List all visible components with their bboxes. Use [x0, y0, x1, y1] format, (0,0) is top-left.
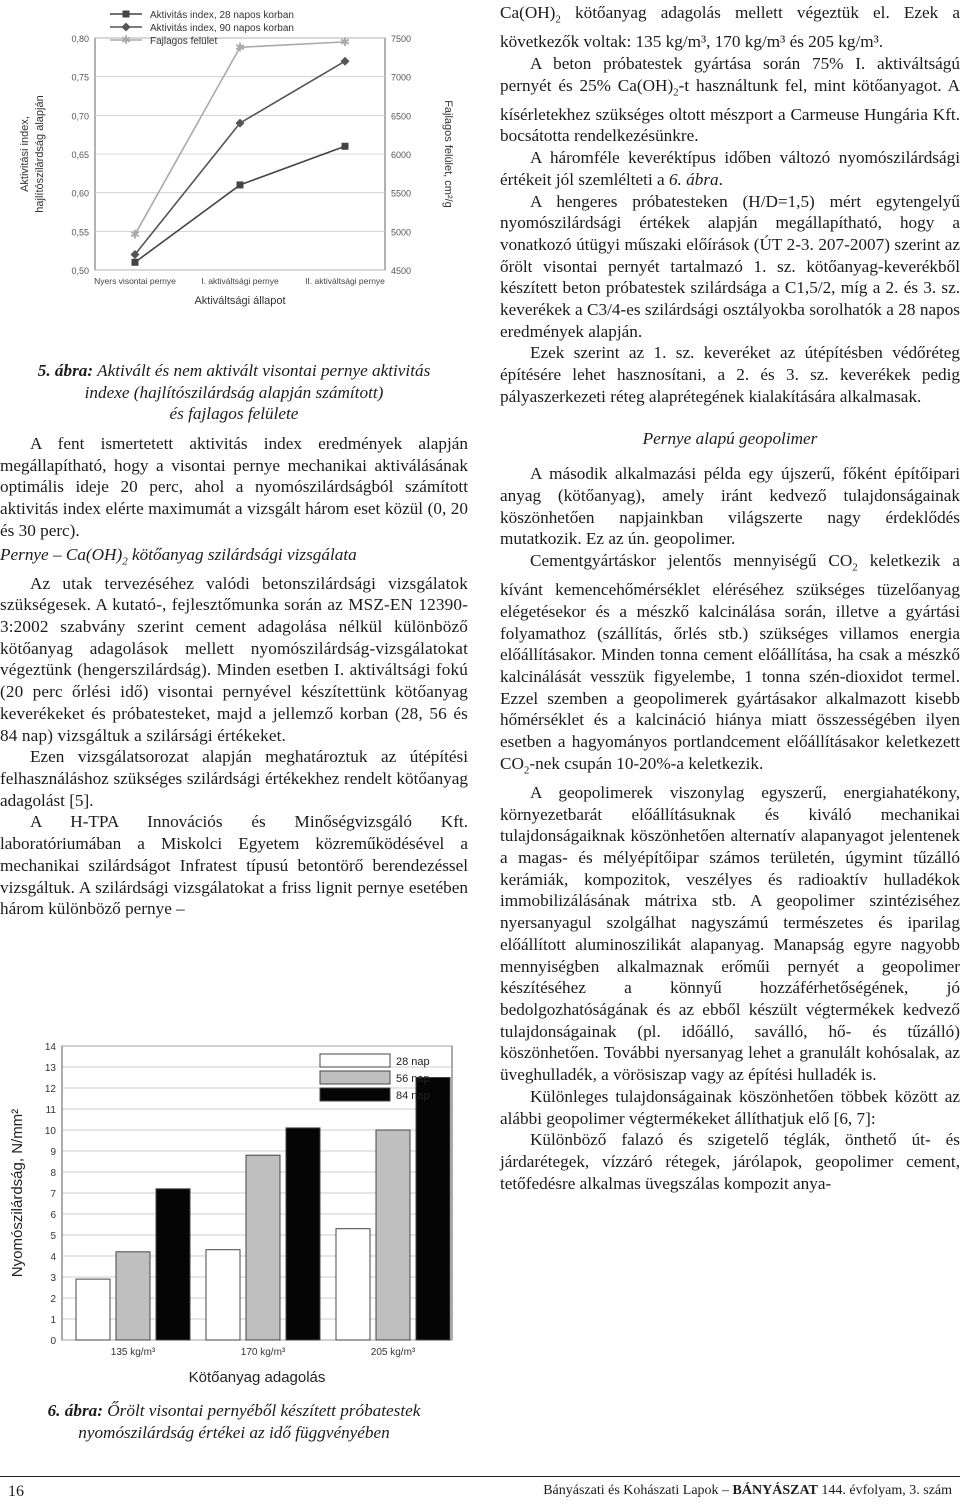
x-tick-label: I. aktiváltsági pernye	[201, 276, 279, 286]
y-axis-label: Nyomószilárdság, N/mm²	[9, 1108, 26, 1278]
y-tick-label: 0	[50, 1336, 56, 1347]
y-tick-label: 8	[50, 1168, 56, 1179]
y-tick-label: 2	[50, 1294, 56, 1305]
right-paragraph-8: A geopolimerek viszonylag egyszerű, energiahatékony, környezetbarát előállításuknak és kiváló mechanikai tulajdonságaiknak köszönhetően alternatív alapanyagot jelentenek a magas- és mélyépítőipar számos területén, úgymint tűzálló kerámiák, kompozitok, veszélyes és radioaktív hulladékok immobilizálásának mátrixa stb. A geopolimer szintéziséhez nyersanyagul szolgálhat nagyszámú természetes és iparilag előállított aluminoszilikát alapanyag. Manapság egyre nagyobb mennyiségben alkalmaznak erőműi pernyét a geopolimer készítéséhez a könnyű hozzáférhetőségének, jó bedolgozhatóságának és az ebből készült végtermékek kedvező tulajdonságainak (pl. időálló, saválló, hő- és tűzálló) köszönhetően. További nyersanyag lehet a granulált kohósalak, az üveghulladék, a vörösiszap vagy az építési hulladék is.	[500, 782, 960, 1085]
y2-tick-label: 5500	[391, 188, 412, 199]
y-tick-label: 11	[45, 1105, 56, 1116]
page-number: 16	[8, 1483, 24, 1500]
right-paragraph-6: A második alkalmazási példa egy újszerű, főként építőipari anyag (kötőanyag), amely iránt kedvező tulajdonságainak köszönhetően napjainkban világszerte nagy érdeklődés mutatkozik. Ez az ún. geopolimer.	[500, 464, 960, 549]
y2-tick-label: 6000	[391, 150, 412, 160]
left-paragraph-1: A fent ismertetett aktivitás index eredmények alapján megállapítható, hogy a visontai pernye mechanikai aktiválásának optimális ideje 20 perc, ahol a nyomószilárdságból számított aktivitás index elérte maximumát a vizsgált három eset közül (0, 20 és 30 perc).	[0, 434, 468, 540]
y2-axis-label: Fajlagos felület, cm²/g	[442, 100, 454, 208]
bar	[246, 1155, 280, 1340]
data-point: ✱	[129, 227, 141, 242]
right-paragraph-10: Különböző falazó és szigetelő téglák, önthető út- és járdarétegek, vízzáró rétegek, járólapok, geopolimer cement, tetőfedésre alkalmas üvegszálas kompozit anya-	[500, 1130, 960, 1193]
bar	[156, 1189, 190, 1340]
y-tick-label: 5	[50, 1231, 56, 1242]
y-tick-label: 4	[50, 1252, 56, 1263]
bar	[206, 1250, 240, 1340]
y-axis-label-line1: Aktivitási index,	[19, 116, 31, 192]
subhead-part-b: kötőanyag szilárdsági vizsgálata	[127, 544, 357, 564]
right-paragraph-9: Különleges tulajdonságainak köszönhetően többek között az alábbi geopolimer végtermékeket állíthatjuk elő [6, 7]:	[500, 1086, 960, 1128]
legend-swatch	[320, 1088, 390, 1101]
figure-5-caption	[0, 360, 468, 425]
figure-6-chart	[0, 1034, 468, 1394]
data-point: ✱	[339, 34, 351, 49]
journal-a: Bányászati és Kohászati Lapok –	[543, 1483, 733, 1498]
left-paragraph-4: A H-TPA Innovációs és Minőségvizsgáló Kft. laboratóriumában a Miskolci Egyetem közreműködésével a mechanikai szilárdságot Infratest típusú betontörő berendezéssel vizsgáltuk. A szilárdsági vizsgálatokat a friss lignit pernye esetében három különböző pernye –	[0, 812, 468, 919]
y-tick-label: 12	[44, 1084, 56, 1095]
x-tick-label: 135 kg/m³	[110, 1347, 156, 1358]
left-paragraph-2: Az utak tervezéséhez valódi betonszilárdsági vizsgálatok szükségesek. A kutató-, fejlesztőmunka során az MSZ-EN 12390-3:2002 szabvány szerint cement adagolása nélkül különböző kötőanyag adagolások mellett nyomószilárdság-vizsgálatokat végeztünk (hengerszilárdság). Minden esetben I. aktiváltsági fokú (20 perc őrlési idő) visontai pernyével készítettünk kötőanyag keverékeket és próbatesteket, majd a jellemző korban (28, 56 és 84 nap) vizsgáltuk a szilársági értékeket.	[0, 573, 468, 745]
r7-b: keletkezik a kívánt kemencehőmérséklet eléréséhez szükséges tüzelőanyag elégetésekor és a mészkő kalcinálása során, illetve a gyártási folyamathoz (szállítás, őrlés stb.) szükséges villamos energia előállításakor. Minden tonna cement előállítása, ha csak a mészkő kalcinálását vesszük figyelembe, 1 tonna szén-dioxidot termel. Ezzel szemben a geopolimerek gyártásakor alkalmazott kisebb hőmérséklet és a kalcináció hiánya miatt összességében ilyen esetben a hagyományos portlandcement előállításakor keletkezett CO	[500, 551, 960, 773]
x-tick-label: 205 kg/m³	[370, 1347, 416, 1358]
y-tick-label: 0,75	[71, 72, 89, 83]
r7-sub: 2	[852, 561, 858, 574]
y-tick-label: 6	[50, 1210, 56, 1221]
right-paragraph-4: A hengeres próbatesteken (H/D=1,5) mért egytengelyű nyomószilárdsági értékek alapján megállapítható, hogy a vonatkozó útügyi műszaki előírások (ÚT 2-3. 207-2007) szerint az őrölt visontai pernyét tartalmazó 1. sz. kötőanyag-keverékből készített beton próbatestek szilárdsága a C1,5/2, míg a 2. és 3. sz. keverékek a C3/4-es szilárdsági osztályokba sorolhatók a 28 napos eredmények alapján.	[500, 191, 960, 341]
legend-swatch	[320, 1054, 390, 1067]
y2-tick-label: 7000	[391, 72, 412, 83]
y-tick-label: 0,60	[71, 188, 89, 199]
legend-label: 28 nap	[396, 1056, 430, 1068]
fig6-caption-line1: Őrölt visontai pernyéből készített próbatestek	[102, 1401, 421, 1420]
fig5-caption-line1: Aktivált és nem aktivált visontai pernye aktivitás	[93, 361, 431, 380]
bar	[336, 1229, 370, 1340]
subhead-part-a: Pernye – Ca(OH)	[0, 544, 123, 564]
r7-a: Cementgyártáskor jelentős mennyiségű CO	[530, 551, 853, 571]
y-tick-label: 13	[44, 1063, 56, 1074]
fig5-caption-line3: és fajlagos felülete	[169, 404, 299, 424]
journal-c: 144. évfolyam, 3. szám	[817, 1483, 952, 1498]
r7-sub2: 2	[523, 764, 530, 777]
figure-5-chart	[0, 0, 468, 330]
y-tick-label: 14	[44, 1042, 56, 1053]
y-tick-label: 0,70	[71, 111, 89, 122]
legend-label: Aktivitás index, 90 napos korban	[150, 23, 294, 34]
r1-sub: 2	[555, 13, 561, 26]
y2-tick-label: 6500	[391, 111, 412, 122]
y2-tick-label: 7500	[391, 34, 412, 44]
y-tick-label: 0,65	[71, 150, 89, 160]
data-point	[132, 259, 139, 266]
fig6-caption-label: 6. ábra:	[47, 1401, 103, 1420]
r2-sub: 2	[673, 85, 679, 98]
y-tick-label: 10	[44, 1126, 56, 1137]
fig5-caption-label: 5. ábra:	[37, 361, 94, 380]
right-column	[500, 2, 960, 1194]
legend-swatch	[320, 1071, 390, 1084]
bar	[76, 1279, 110, 1340]
figure-6-caption	[0, 1400, 468, 1443]
right-paragraph-7	[500, 550, 960, 782]
right-paragraph-2	[500, 53, 960, 147]
y-tick-label: 3	[50, 1273, 56, 1284]
data-point	[237, 181, 244, 188]
x-tick-label: II. aktiváltsági pernye	[305, 276, 385, 286]
bar	[416, 1078, 450, 1341]
r1-b: kötőanyag adagolás mellett végeztük el. Ezek a következők voltak: 135 kg/m³, 170 kg/m³ és 205 kg/m³.	[500, 3, 960, 52]
fig5-caption-line2: indexe (hajlítószilárdság alapján számított)	[84, 382, 384, 402]
y-tick-label: 0,55	[71, 227, 89, 238]
y-axis-label-line2: hajlítószilárdság alapján	[34, 95, 46, 213]
r1-a: Ca(OH)	[500, 3, 556, 22]
bar	[376, 1130, 410, 1340]
r2-a: A beton próbatestek gyártása során 75% I. aktiváltságú pernyét és 25% Ca(OH)	[500, 53, 960, 95]
left-body	[0, 433, 468, 920]
y-tick-label: 7	[50, 1189, 56, 1200]
x-tick-label: Nyers visontai pernye	[94, 276, 176, 286]
right-paragraph-1	[500, 2, 960, 53]
legend-label: 56 nap	[396, 1073, 430, 1085]
y-tick-label: 0,80	[71, 34, 89, 44]
y2-tick-label: 4500	[391, 266, 412, 276]
page-footer	[0, 1476, 960, 1505]
legend-marker: ✱	[120, 33, 132, 47]
section-heading-geopolimer: Pernye alapú geopolimer	[642, 428, 818, 448]
x-axis-label: Kötőanyag adagolás	[188, 1369, 326, 1386]
r3-figure-ref: 6. ábra	[668, 169, 719, 189]
y-tick-label: 0,50	[71, 266, 89, 276]
journal-info	[543, 1483, 952, 1499]
data-point: ✱	[234, 40, 246, 55]
journal-b: BÁNYÁSZAT	[732, 1483, 818, 1498]
left-paragraph-3: Ezen vizsgálatsorozat alapján meghatároztuk az útépítési felhasználáshoz szükséges szilárdsági értékekhez rendelt kötőanyag adagolást [5].	[0, 747, 468, 810]
y-tick-label: 9	[50, 1147, 56, 1158]
x-tick-label: 170 kg/m³	[240, 1347, 286, 1358]
legend-marker	[123, 11, 130, 18]
r7-c: -nek csupán 10-20%-a keletkezik.	[529, 753, 764, 773]
r3-b: .	[718, 169, 723, 189]
bar	[116, 1252, 150, 1340]
y2-tick-label: 5000	[391, 227, 412, 238]
data-point	[342, 143, 349, 150]
y-tick-label: 1	[50, 1315, 56, 1326]
legend-label: 84 nap	[396, 1090, 430, 1102]
r2-b: -t használtunk fel, mint kötőanyagot. A kísérletekhez szükséges oltott mészport a Carmeuse Hungária Kft. bocsátotta rendelkezésünkre.	[500, 75, 960, 146]
x-axis-label: Aktiváltsági állapot	[194, 295, 286, 307]
r3-a: A háromféle keveréktípus időben változó nyomószilárdsági értékeit jól szemlélteti a	[500, 148, 960, 189]
fig6-caption-line2: nyomószilárdság értékei az idő függvényében	[78, 1422, 390, 1442]
subhead-sub: 2	[122, 554, 128, 567]
right-paragraph-5: Ezek szerint az 1. sz. keveréket az útépítésben védőréteg építésére lehet hasznosítani, a 2. és 3. sz. keverékek pedig pályaszerkezeti réteg alaprétegének kialakítására alkalmasak.	[500, 343, 960, 406]
legend-label: Fajlagos felület	[150, 36, 218, 47]
section-subheading	[0, 544, 468, 573]
bar	[286, 1128, 320, 1340]
right-paragraph-3	[500, 147, 960, 190]
legend-label: Aktivitás index, 28 napos korban	[150, 10, 294, 21]
